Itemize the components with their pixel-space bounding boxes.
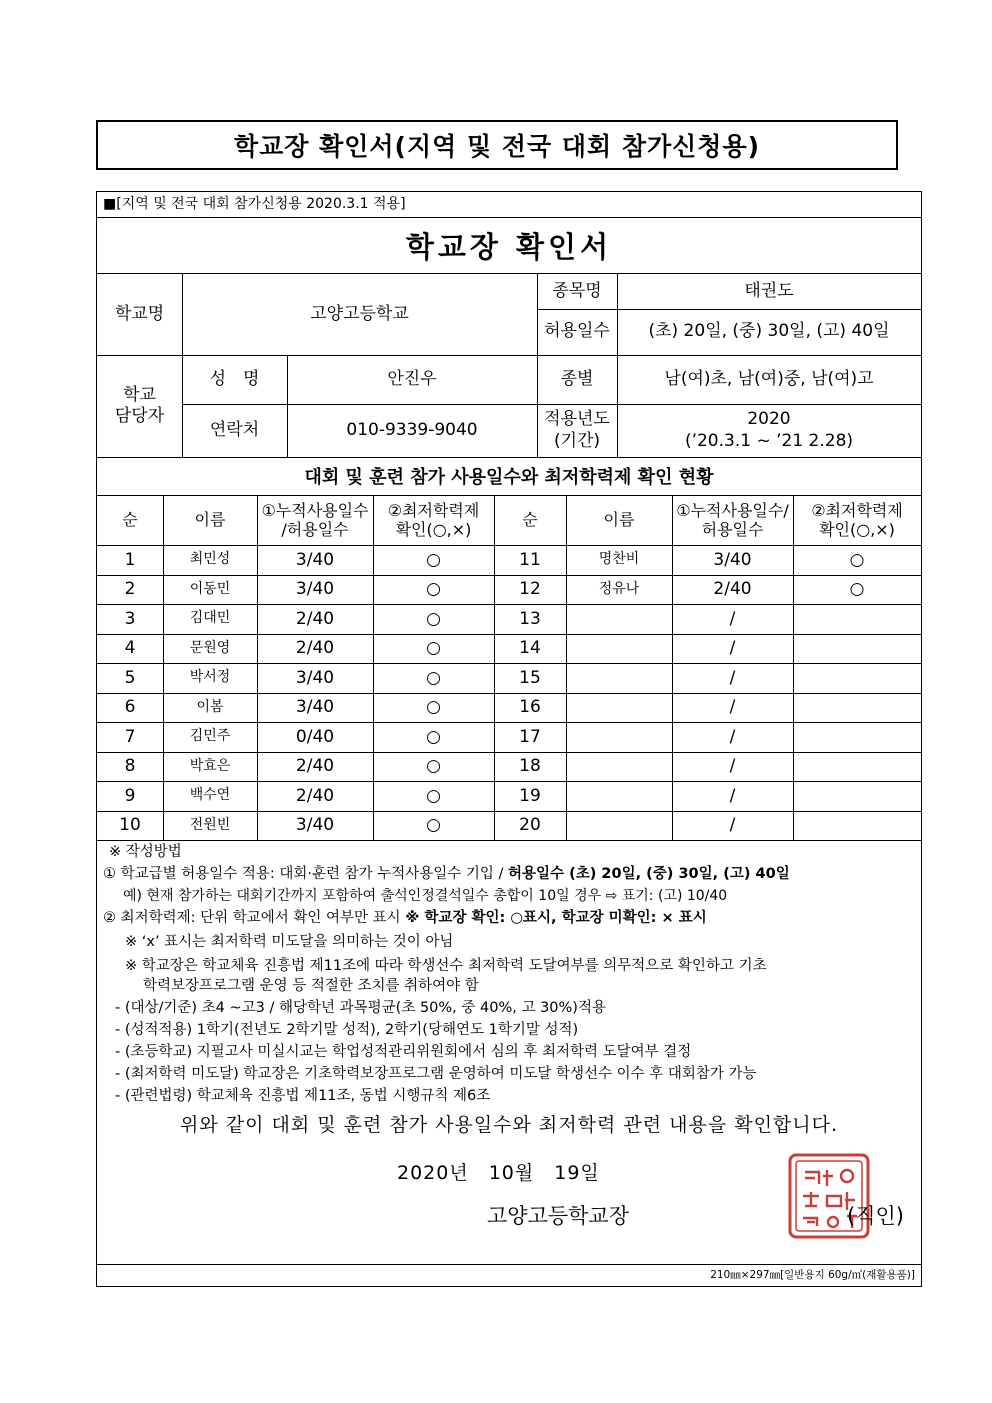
student-name: 백수연 (189, 787, 231, 804)
achievement-check: ○ (849, 579, 865, 600)
days-used: 3/40 (295, 549, 335, 570)
days-used: 3/40 (295, 815, 335, 836)
paper-spec: 210㎜×297㎜[일반용지 60g/㎡(재활용품)] (97, 1264, 921, 1286)
row-number: 11 (519, 549, 541, 570)
achievement-check: ○ (426, 579, 441, 600)
days-used: / (729, 667, 736, 688)
detail-3: - (초등학교) 지필고사 미실시교는 학업성적관리위원회에서 심의 후 최저학력 도달여부 결정 (115, 1044, 692, 1060)
year-value (617, 404, 921, 457)
note-2 (103, 908, 707, 928)
student-name: 전원빈 (189, 816, 231, 833)
days-used: / (729, 756, 736, 777)
manager-label-line1: 학교 (123, 384, 156, 405)
student-name (566, 752, 672, 782)
seal-label: (직인) (847, 1204, 904, 1228)
header-check (373, 495, 494, 545)
sport-value: 태권도 (744, 280, 794, 301)
achievement-check: ○ (426, 549, 441, 570)
student-name (566, 604, 672, 634)
achievement-check: ○ (426, 756, 441, 777)
manager-label (97, 355, 182, 457)
days-used: 2/40 (295, 756, 335, 777)
header-name-right (566, 495, 672, 545)
header-check-right (793, 495, 921, 545)
days-used: 3/40 (295, 697, 335, 718)
manager-name-label: 성 명 (209, 368, 260, 389)
header-days (257, 495, 373, 545)
achievement-check (793, 663, 921, 693)
confirmation-statement: 위와 같이 대회 및 훈련 참가 사용일수와 최저학력 관련 내용을 확인합니다. (179, 1114, 839, 1136)
row-number: 18 (519, 756, 541, 777)
achievement-check: ○ (426, 608, 441, 629)
header-no-right (494, 495, 566, 545)
days-used: 2/40 (295, 785, 335, 806)
days-used: 3/40 (295, 667, 335, 688)
row-number: 2 (124, 579, 136, 600)
header-check-line2: 확인(○,×) (395, 520, 472, 539)
header-no (97, 495, 163, 545)
student-name: 김대민 (189, 610, 231, 627)
principal-name: 고양고등학교장 (487, 1204, 630, 1228)
note-1-example: 예) 현재 참가하는 대회기간까지 포함하여 출석인정결석일수 총합이 10일 경우 ⇨ 표기: (고) 10/40 (123, 888, 728, 904)
achievement-check (793, 722, 921, 752)
note-2-marking: ※ 학교장 확인: ○표시, 학교장 미확인: × 표시 (405, 910, 707, 926)
achievement-check (793, 781, 921, 811)
form-subheading: ■[지역 및 전국 대회 참가신청용 2020.3.1 적용] (97, 192, 921, 218)
header-days-line1: ①누적사용일수 (261, 500, 369, 520)
manager-label-line2: 담당자 (114, 406, 165, 426)
student-name (566, 811, 672, 841)
note-1-allowed-days: 허용일수 (초) 20일, (중) 30일, (고) 40일 (508, 866, 790, 882)
header-days-right-line1: ①누적사용일수/ (676, 500, 789, 520)
header-check-right-line1: ②최저학력제 (811, 500, 903, 520)
student-name (566, 722, 672, 752)
student-name: 문원영 (189, 639, 231, 656)
days-used: 3/40 (713, 549, 752, 570)
header-no-line1: 순 (122, 510, 138, 530)
header-check-right-line2: 확인(○,×) (819, 520, 895, 539)
days-used: / (729, 608, 736, 629)
year-label-line2: (기간) (553, 430, 601, 451)
row-number: 15 (519, 667, 541, 688)
form-title: 학교장 확인서 (97, 218, 921, 274)
year-label-line1: 적용년도 (544, 409, 610, 430)
student-name (566, 781, 672, 811)
school-name-value: 고양고등학교 (310, 303, 409, 324)
achievement-check: ○ (426, 697, 441, 718)
detail-5: - (관련법령) 학교체육 진흥법 제11조, 동법 시행규칙 제6조 (115, 1088, 491, 1104)
row-number: 12 (519, 579, 541, 600)
note-1 (103, 864, 790, 884)
row-number: 7 (124, 726, 136, 747)
achievement-check (793, 811, 921, 841)
note-2-text: ② 최저학력제: 단위 학교에서 확인 여부만 표시 (103, 910, 406, 926)
achievement-check: ○ (426, 667, 441, 688)
row-number: 20 (519, 815, 541, 836)
student-name: 박효은 (189, 757, 231, 774)
student-name (566, 663, 672, 693)
detail-1: - (대상/기준) 초4 ~고3 / 해당학년 과목평균(초 50%, 중 40%, 고 30%)적용 (115, 1000, 606, 1016)
achievement-check: ○ (426, 638, 441, 659)
notes-heading: ※ 작성방법 (109, 844, 182, 860)
achievement-check: ○ (426, 726, 441, 747)
section-title: 대회 및 훈련 참가 사용일수와 최저학력제 확인 현황 (304, 467, 714, 488)
header-name (163, 495, 257, 545)
row-number: 6 (124, 697, 136, 718)
header-name-line1: 이름 (194, 510, 226, 530)
header-days-line2: /허용일수 (281, 520, 349, 539)
days-used: 2/40 (295, 608, 335, 629)
header-name-right-line1: 이름 (603, 510, 635, 530)
student-name: 이동민 (189, 580, 231, 597)
row-number: 9 (124, 785, 136, 806)
school-name-label: 학교명 (114, 303, 165, 324)
header-days-right (672, 495, 793, 545)
header-no-right-line1: 순 (522, 510, 538, 530)
year-label (537, 404, 617, 457)
header-days-right-line2: 허용일수 (701, 520, 764, 539)
contact-value: 010-9339-9040 (346, 419, 478, 440)
allowed-days-value: (초) 20일, (중) 30일, (고) 40일 (648, 321, 890, 342)
row-number: 4 (124, 638, 136, 659)
confirmation-form (96, 191, 922, 1287)
days-used: 2/40 (713, 579, 752, 600)
row-number: 1 (124, 549, 136, 570)
row-number: 5 (124, 667, 136, 688)
row-number: 17 (519, 726, 541, 747)
achievement-check: ○ (426, 785, 441, 806)
row-number: 16 (519, 697, 541, 718)
row-number: 19 (519, 785, 541, 806)
row-number: 3 (124, 608, 136, 629)
achievement-check: ○ (849, 549, 865, 570)
manager-name-value: 안진우 (387, 368, 437, 389)
student-name: 명찬비 (598, 551, 640, 568)
student-name (566, 634, 672, 664)
achievement-check (793, 752, 921, 782)
achievement-check: ○ (426, 815, 441, 836)
achievement-check (793, 693, 921, 723)
row-number: 14 (519, 638, 541, 659)
year-value-line1: 2020 (747, 409, 791, 430)
year-value-line2: (’20.3.1 ~ ’21 2.28) (684, 430, 854, 451)
student-table (97, 495, 921, 840)
days-used: 0/40 (295, 726, 335, 747)
student-name: 박서정 (189, 669, 231, 686)
row-number: 13 (519, 608, 541, 629)
achievement-check (793, 634, 921, 664)
note-4-line1: ※ 학교장은 학교체육 진흥법 제11조에 따라 학생선수 최저학력 도달여부를 의무적으로 확인하고 기초 (125, 958, 767, 974)
days-used: / (729, 785, 736, 806)
row-number: 8 (124, 756, 136, 777)
days-used: / (729, 815, 736, 836)
category-value: 남(여)초, 남(여)중, 남(여)고 (664, 368, 874, 389)
student-name: 김민주 (189, 728, 231, 745)
note-4-line2: 학력보장프로그램 운영 등 적절한 조치를 취하여야 함 (143, 978, 479, 994)
note-3: ※ ‘x’ 표시는 최저학력 미도달을 의미하는 것이 아님 (125, 934, 454, 950)
days-used: / (729, 638, 736, 659)
days-used: 2/40 (295, 638, 335, 659)
days-used: / (729, 726, 736, 747)
detail-2: - (성적적용) 1학기(전년도 2학기말 성적), 2학기(당해연도 1학기말 성적) (115, 1022, 579, 1038)
student-name (566, 693, 672, 723)
student-name: 이봄 (196, 698, 224, 715)
note-1-text: ① 학교급별 허용일수 적용: 대회·훈련 참가 누적사용일수 기입 / (103, 866, 509, 882)
row-number: 10 (119, 815, 141, 836)
student-name: 정유나 (598, 580, 640, 597)
issue-date: 2020년 10월 19일 (397, 1162, 600, 1184)
sport-label: 종목명 (552, 280, 602, 301)
days-used: / (729, 697, 736, 718)
contact-label: 연락처 (209, 419, 260, 440)
detail-4: - (최저학력 미도달) 학교장은 기초학력보장프로그램 운영하여 미도달 학생선수 이수 후 대회참가 가능 (115, 1066, 757, 1082)
allowed-days-label: 허용일수 (544, 321, 610, 342)
achievement-check (793, 604, 921, 634)
document-title: 학교장 확인서(지역 및 전국 대회 참가신청용) (96, 120, 898, 170)
category-label: 종별 (560, 368, 594, 389)
header-check-line1: ②최저학력제 (387, 500, 480, 520)
student-name: 최민성 (189, 551, 231, 568)
days-used: 3/40 (295, 579, 335, 600)
